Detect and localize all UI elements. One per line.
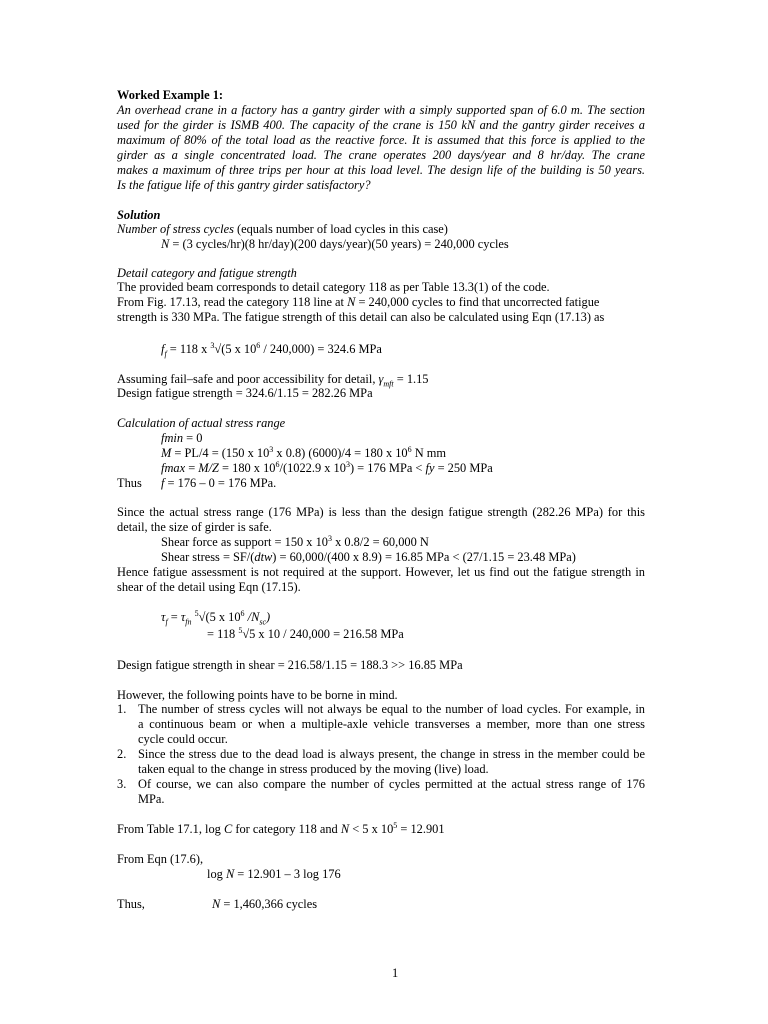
- list-item-line: a continuous beam or when a multiple-axle vehicle transverses a member, more than one stress: [138, 717, 645, 731]
- design-shear-line: Design fatigue strength in shear = 216.58/1.15 = 188.3 >> 16.85 MPa: [117, 658, 463, 672]
- list-item-line: The number of stress cycles will not always be equal to the number of load cycles. For example, in: [138, 702, 645, 716]
- list-number: 3.: [117, 777, 127, 791]
- page-number: 1: [392, 966, 399, 980]
- log-n-equation: log N = 12.901 – 3 log 176: [207, 867, 341, 881]
- conclusion-line: shear of the detail using Eqn (17.15).: [117, 580, 301, 594]
- thus-label: Thus,: [117, 897, 145, 911]
- calc-heading: Calculation of actual stress range: [117, 416, 286, 430]
- detail-line: From Fig. 17.13, read the category 118 line at N = 240,000 cycles to find that uncorrected fatigue: [117, 295, 600, 309]
- problem-line: used for the girder is ISMB 400. The capacity of the crane is 150 kN and the gantry girder receives a: [117, 118, 645, 132]
- partial-safety-line: Assuming fail–safe and poor accessibility for detail, $\gamma_{mft} = 1.15$: [117, 372, 429, 389]
- stress-cycles-heading: Number of stress cycles: [117, 222, 234, 236]
- list-item-line: Of course, we can also compare the number of cycles permitted at the actual stress range of 176: [138, 777, 645, 791]
- problem-line: girder as a single concentrated load. The crane operates 200 days/year and 8 hr/day. The crane: [117, 148, 645, 162]
- shear-stress-line: Shear stress = SF/(dtw) = 60,000/(400 x 8.9) = 16.85 MPa < (27/1.15 = 23.48 MPa): [161, 550, 576, 564]
- shear-fatigue-equation: $\tau_f = \tau_{fn}$ $^5$√(5 x $10^6$ $/N_{sc}$): [161, 608, 271, 627]
- stress-cycles-line: Number of stress cycles (equals number of load cycles in this case): [117, 222, 448, 236]
- list-item-line: taken equal to the change in stress produced by the moving (live) load.: [138, 762, 489, 776]
- list-number: 1.: [117, 702, 127, 716]
- problem-line: An overhead crane in a factory has a gantry girder with a simply supported span of 6.0 m. The section: [117, 103, 645, 117]
- eqn-ref-line: From Eqn (17.6),: [117, 852, 204, 866]
- list-item-line: cycle could occur.: [138, 732, 228, 746]
- conclusion-line: Hence fatigue assessment is not required at the support. However, let us find out the fatigue strength in: [117, 565, 645, 579]
- fmin-equation: fmin = 0: [161, 431, 203, 445]
- log-table-line: From Table 17.1, log C for category 118 and N < 5 x $10^5 = 12.901$: [117, 820, 445, 836]
- cycles-equation: N = (3 cycles/hr)(8 hr/day)(200 days/year)(50 years) = 240,000 cycles: [161, 237, 509, 251]
- fatigue-strength-equation: $f_f = 118$ x $^3$√(5 x $10^6 / 240,000) = 324.6$ MPa: [161, 340, 382, 359]
- shear-fatigue-result: = 118 $^5$√5 x 10 / 240,000 = 216.58 MPa: [207, 625, 404, 641]
- cycles-result: N = 1,460,366 cycles: [212, 897, 318, 911]
- problem-line: makes a maximum of three trips per hour at this load level. The design life of the building is 50 years.: [117, 163, 645, 177]
- detail-line: strength is 330 MPa. The fatigue strength of this detail can also be calculated using Eqn (17.13) as: [117, 310, 605, 324]
- detail-heading: Detail category and fatigue strength: [117, 266, 297, 280]
- problem-line: maximum of 80% of the total load as the reactive force. It is assumed that this force is applied to the: [117, 133, 645, 147]
- stress-range-equation: f = 176 – 0 = 176 MPa.: [161, 476, 277, 490]
- solution-heading: Solution: [117, 208, 161, 222]
- conclusion-line: detail, the size of girder is safe.: [117, 520, 272, 534]
- design-fatigue-line: Design fatigue strength = 324.6/1.15 = 282.26 MPa: [117, 386, 373, 400]
- thus-label: Thus: [117, 476, 142, 490]
- conclusion-line: Since the actual stress range (176 MPa) is less than the design fatigue strength (282.26 MPa) for this: [117, 505, 645, 519]
- problem-line: Is the fatigue life of this gantry girder satisfactory?: [117, 178, 371, 192]
- list-number: 2.: [117, 747, 127, 761]
- shear-force-line: Shear force as support = 150 x $10^3$ x 0.8/2 = 60,000 N: [161, 533, 429, 549]
- detail-line: The provided beam corresponds to detail category 118 as per Table 13.3(1) of the code.: [117, 280, 550, 294]
- example-title: Worked Example 1:: [117, 88, 224, 102]
- moment-equation: M = PL/4 = (150 x $10^3$ x 0.8) (6000)/4 = 180 x $10^6$ N mm: [161, 444, 447, 460]
- list-item-line: MPa.: [138, 792, 165, 806]
- points-intro: However, the following points have to be borne in mind.: [117, 688, 398, 702]
- list-item-line: Since the stress due to the dead load is always present, the change in stress in the member could be: [138, 747, 645, 761]
- fmax-equation: fmax = M/Z = 180 x $10^6/(1022.9$ x $10^3) = 176$ MPa < fy = 250 MPa: [161, 459, 493, 475]
